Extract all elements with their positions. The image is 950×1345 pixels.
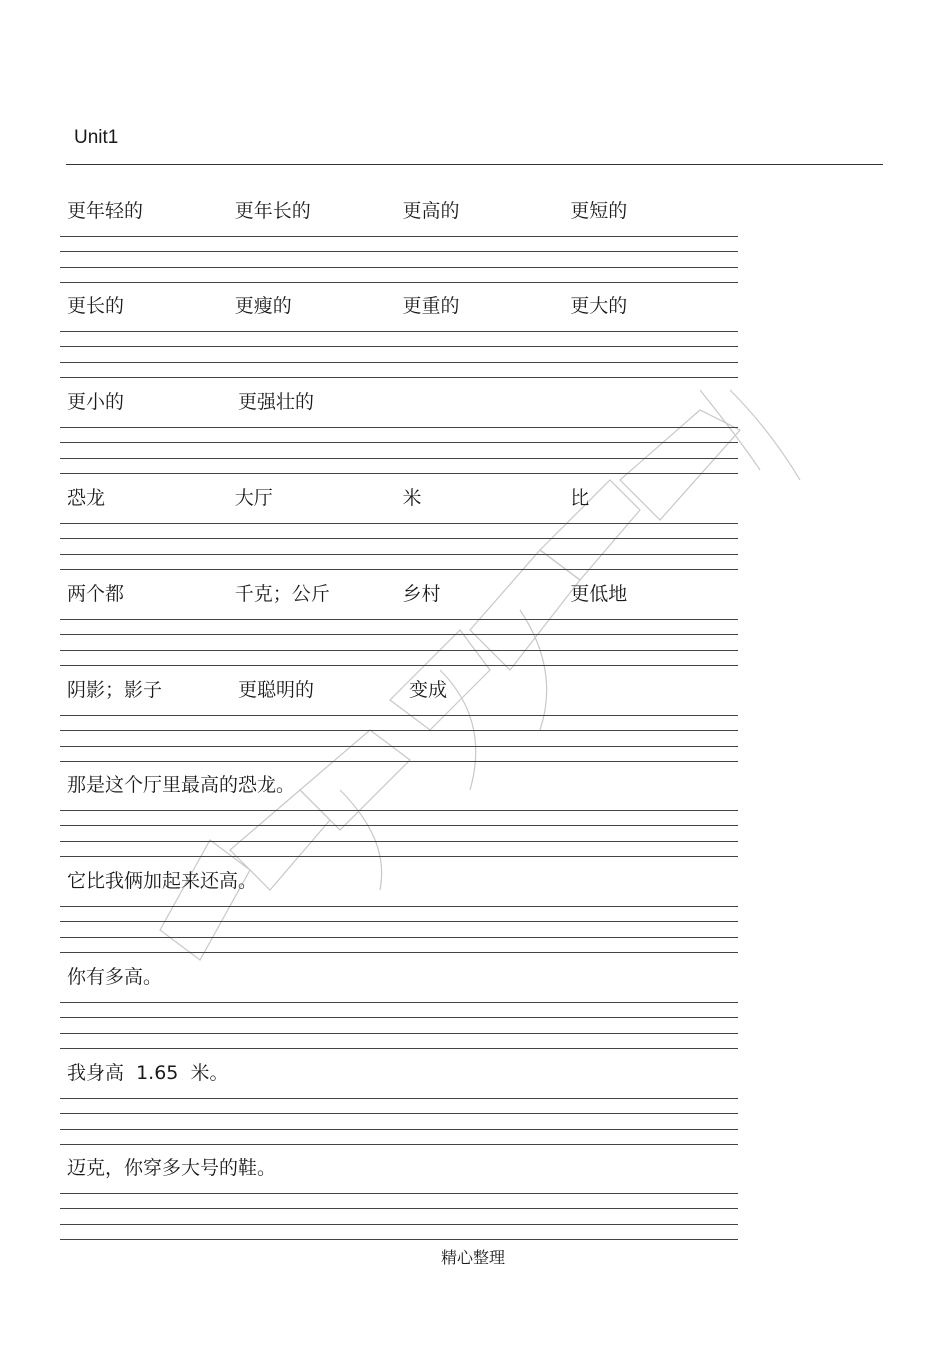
vocab-word: 更重的 — [402, 294, 460, 317]
sentence-text: 你有多高。 — [67, 965, 163, 988]
vocab-word: 乡村 — [402, 582, 441, 605]
vocab-word: 更高的 — [402, 199, 460, 222]
vocab-word: 更聪明的 — [238, 678, 315, 701]
writing-lines — [60, 715, 738, 763]
footer-text: 精心整理 — [440, 1248, 505, 1267]
vocab-word: 更年轻的 — [67, 199, 144, 222]
page-footer — [0, 1245, 950, 1268]
writing-lines — [60, 619, 738, 667]
vocab-word: 比 — [570, 486, 590, 509]
sentence-row-4 — [60, 1056, 738, 1152]
vocab-word: 更年长的 — [234, 199, 311, 222]
vocab-word: 恐龙 — [67, 486, 106, 509]
unit-title: Unit1 — [74, 127, 119, 148]
vocab-row-6 — [60, 673, 738, 769]
writing-lines — [60, 810, 738, 858]
writing-lines — [60, 1002, 738, 1050]
vocab-word: 变成 — [409, 678, 448, 701]
vocab-row-1 — [60, 194, 738, 290]
sentence-text: 迈克，你穿多大号的鞋。 — [67, 1156, 277, 1179]
writing-lines — [60, 236, 738, 284]
sentence-row-3 — [60, 960, 738, 1056]
writing-lines — [60, 1193, 738, 1241]
sentence-row-5 — [60, 1151, 738, 1247]
sentence-text: 那是这个厅里最高的恐龙。 — [67, 773, 296, 796]
vocab-word: 两个都 — [67, 582, 125, 605]
sentence-row-1 — [60, 768, 738, 864]
sentence-text: 它比我俩加起来还高。 — [67, 869, 258, 892]
vocab-word: 更短的 — [570, 199, 628, 222]
writing-lines — [60, 331, 738, 379]
vocab-word: 更长的 — [67, 294, 125, 317]
writing-lines — [60, 523, 738, 571]
vocab-row-3 — [60, 385, 738, 481]
vocab-row-5 — [60, 577, 738, 673]
vocab-word: 更小的 — [67, 390, 125, 413]
vocab-word: 大厅 — [234, 486, 273, 509]
vocab-word: 千克；公斤 — [234, 582, 330, 605]
sentence-row-2 — [60, 864, 738, 960]
vocab-word: 阴影；影子 — [67, 678, 163, 701]
vocab-word: 更瘦的 — [234, 294, 292, 317]
vocab-word: 米 — [402, 486, 422, 509]
vocab-row-2 — [60, 289, 738, 385]
writing-lines — [60, 427, 738, 475]
sentence-text: 我身高 1.65 米。 — [67, 1061, 229, 1084]
vocab-word: 更低地 — [570, 582, 628, 605]
writing-lines — [60, 906, 738, 954]
writing-lines — [60, 1098, 738, 1146]
vocab-word: 更强壮的 — [238, 390, 315, 413]
title-divider — [66, 164, 883, 165]
vocab-row-4 — [60, 481, 738, 577]
vocab-word: 更大的 — [570, 294, 628, 317]
